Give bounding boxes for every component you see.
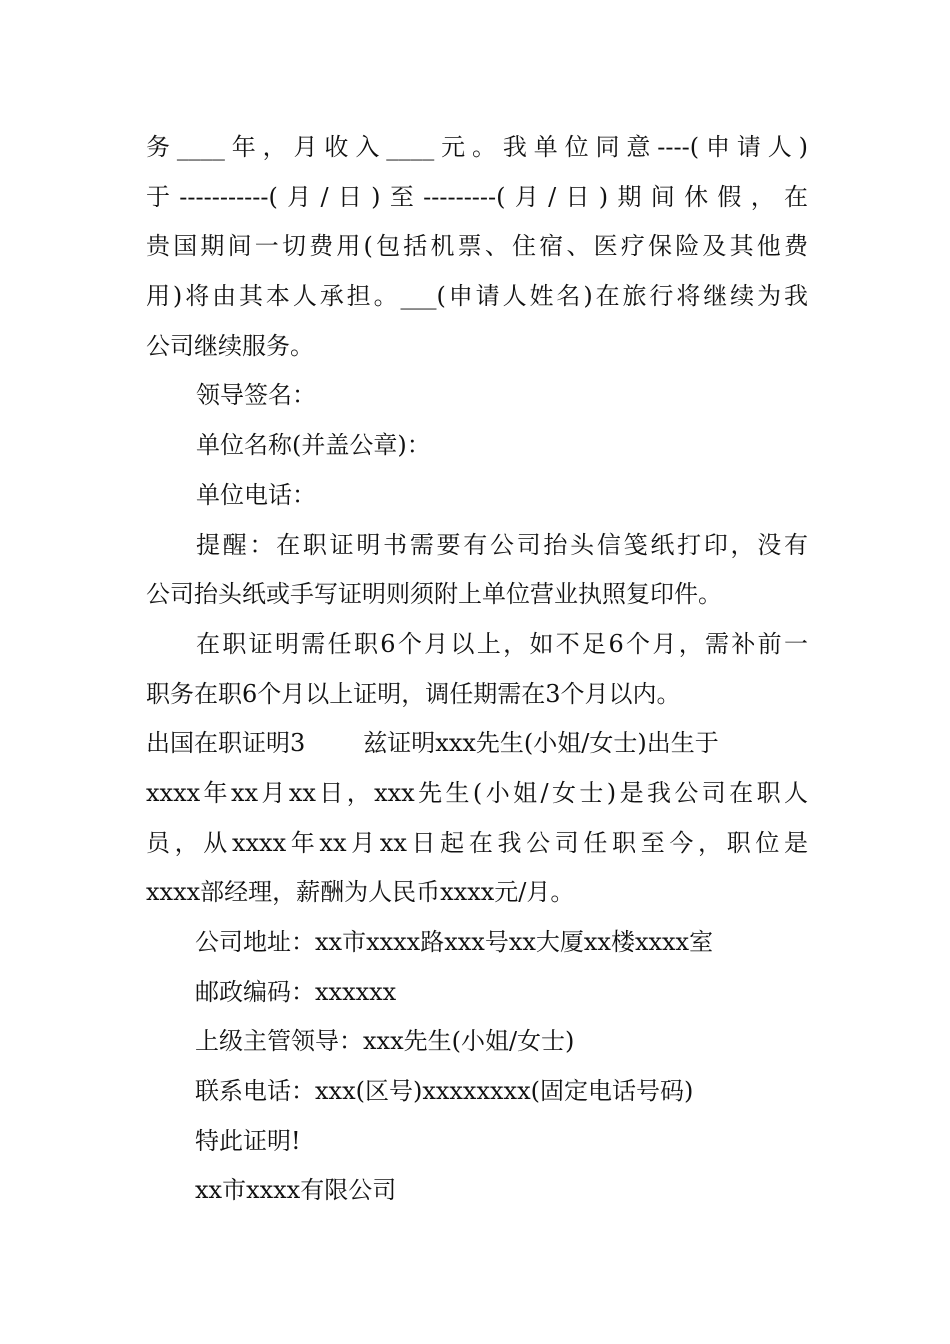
- reminder-line: 公司抬头纸或手写证明则须附上单位营业执照复印件。: [146, 580, 722, 609]
- contact-phone: 联系电话：xxx(区号)xxxxxxxx(固定电话号码): [195, 1077, 694, 1106]
- unit-name-label: 单位名称(并盖公章)：: [196, 431, 431, 460]
- paragraph-line: 于-----------(月/日)至---------(月/日)期间休假，在: [146, 182, 808, 211]
- section3-line: xxxx年xx月xx日，xxx先生(小姐/女士)是我公司在职人: [146, 778, 808, 807]
- section3-first-line: [146, 719, 808, 769]
- company-name: xx市xxxx有限公司: [195, 1176, 397, 1205]
- section3-line: 员，从xxxx年xx月xx日起在我公司任职至今，职位是: [146, 828, 808, 857]
- paragraph-line: 务____年，月收入____元。我单位同意----(申请人): [146, 133, 808, 161]
- unit-phone-label: 单位电话：: [196, 480, 316, 509]
- section3-line1: 兹证明xxx先生(小姐/女士)出生于: [363, 729, 719, 758]
- paragraph-line: 贵国期间一切费用(包括机票、住宿、医疗保险及其他费: [146, 232, 808, 261]
- paragraph-line: 公司继续服务。: [146, 331, 314, 360]
- postal-code: 邮政编码：xxxxxx: [195, 977, 397, 1006]
- leader-signature-label: 领导签名：: [196, 381, 316, 410]
- section3-heading: 出国在职证明3: [146, 729, 306, 758]
- document-body: [146, 123, 808, 1216]
- company-address: 公司地址：xx市xxxx路xxx号xx大厦xx楼xxxx室: [195, 928, 714, 956]
- paragraph-line: 用)将由其本人承担。___(申请人姓名)在旅行将继续为我: [146, 282, 808, 311]
- section3-line: xxxx部经理，薪酬为人民币xxxx元/月。: [146, 878, 575, 907]
- certify-statement: 特此证明!: [195, 1126, 301, 1155]
- requirement-line: 在职证明需任职6个月以上，如不足6个月，需补前一: [196, 629, 808, 658]
- requirement-line: 职务在职6个月以上证明，调任期需在3个月以内。: [146, 679, 681, 708]
- reminder-line: 提醒：在职证明书需要有公司抬头信笺纸打印，没有: [196, 530, 808, 559]
- supervisor: 上级主管领导：xxx先生(小姐/女士): [195, 1027, 575, 1056]
